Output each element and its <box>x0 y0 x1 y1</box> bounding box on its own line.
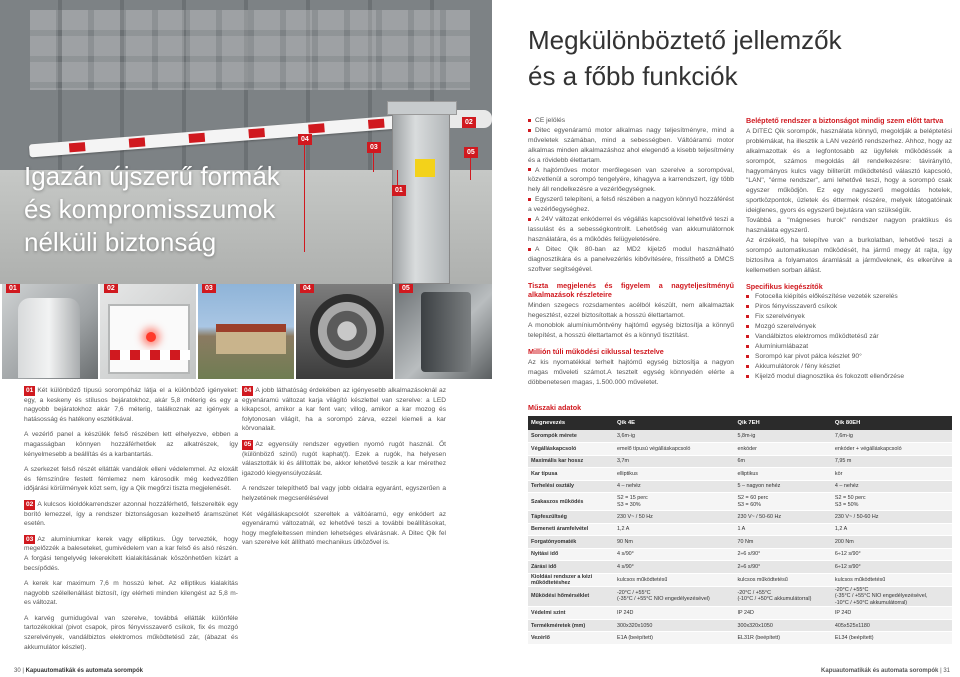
bullet-item: A Ditec Qik 80-ban az MD2 kijelző modul használható diagnosztikára és a panelvezérlés kibővítésére, frissíthető a DMCS szoftver segítségével. <box>528 245 734 273</box>
thumbnail-number: 01 <box>6 284 20 293</box>
thumbnail-number: 05 <box>399 284 413 293</box>
paragraph <box>24 500 238 529</box>
table-header-row <box>528 416 952 430</box>
row-label-cell: Nyitási idő <box>528 548 614 561</box>
hero-title-line: Igazán újszerű formák <box>24 161 280 191</box>
table-cell: kulcsos működtetésű <box>614 573 734 586</box>
table-cell: 70 Nm <box>734 536 831 549</box>
page-title-line: Megkülönböztető jellemzők <box>528 25 842 55</box>
row-label-cell: Szakaszos működés <box>528 493 614 511</box>
paragraph-text: Az egyensúly rendszer egyetlen nyomó rugót használ. Őt (különböző szinű) rugót kaphat(t). Ezek a rugók, ha helyesen választották ki és állították be, akkor <box>242 440 446 468</box>
bullet-item: Egyszerű telepíteni, a felső részében a nagyon könnyű hozzáférést a vezérlőegységhez. <box>528 196 734 214</box>
thumbnail-05 <box>393 284 492 379</box>
spec-table <box>528 416 952 645</box>
table-cell: 3,7m <box>614 455 734 468</box>
table-cell: -20°C / +55°C (-10°C / +50°C akkumulátorral) <box>734 586 831 607</box>
thumbnail-02 <box>98 284 196 379</box>
table-row <box>528 586 952 607</box>
table-row <box>528 548 952 561</box>
table-cell: 1,2 A <box>832 523 952 536</box>
section-tag: 02 <box>26 500 34 508</box>
paragraph: Továbbá a "mágneses hurok" rendszer nagyon praktikus és használata egyszerű. <box>746 217 952 234</box>
right-text-column-1 <box>528 116 734 388</box>
barrier-cabinet <box>392 108 450 284</box>
row-label-cell: Vezérlő <box>528 632 614 645</box>
paragraph <box>24 386 238 424</box>
row-label-cell: Forgatónyomaték <box>528 536 614 549</box>
table-cell: 1,2 A <box>614 523 734 536</box>
hero-title <box>24 160 280 259</box>
callout-marker: 02 <box>462 117 476 128</box>
table-cell: elliptikus <box>614 468 734 481</box>
table-row <box>528 443 952 456</box>
paragraph: A DITEC Qik sorompók, használata könnyű, megoldják a beléptetési problémákat, ha illesztik a LAN vezérlő rendszerhez. Ahhoz, hogy az alkalmazottak és a legfontosabb az ügyfelek működéssék a sorompót, számos megoldás áll rendelkezésre: távirányító, hagyományos kulcs vagy biliterült működtetésű választó kapcsoló, "LAN", "érme rendszer", ami lehetővé teszi, hogy a sorompó csak egyszer működjön. Ez egy nagyszerű megoldás hotelek, sportközpontok, üzletek és éttermek részére, melyek látogatóinak ideiglenes, gyors és egyszerű bejutásra van szükségük. <box>746 127 952 215</box>
table-cell: S2 = 60 perc S3 = 60% <box>734 493 831 511</box>
table-cell: 300x320x1050 <box>614 619 734 632</box>
table-row <box>528 561 952 574</box>
paragraph: A rendszer telepíthető bal vagy jobb oldalra egyaránt, egyszerűen a helyzetének megcserélésével <box>242 485 446 502</box>
row-label-cell: Működési hőmérséklet <box>528 586 614 607</box>
spec-table-body <box>528 430 952 644</box>
list-item: Fix szerelvények <box>746 312 952 322</box>
thumbnail-number: 02 <box>104 284 118 293</box>
section-tag: 04 <box>244 387 252 394</box>
column-header: Megnevezés <box>528 416 614 430</box>
section-tag: 03 <box>26 535 34 543</box>
table-cell: kulcsos működtetésű <box>832 573 952 586</box>
hero-title-line: és kompromisszumok <box>24 194 276 224</box>
row-label-cell: Zárási idő <box>528 561 614 574</box>
table-cell: IP 24D <box>832 607 952 620</box>
row-label-cell: Terhelési osztály <box>528 480 614 493</box>
led-light-icon <box>146 332 156 342</box>
thumbnail-01 <box>0 284 98 379</box>
list-item: Sorompó kar pivot pálca készlet 90° <box>746 352 952 362</box>
section-tag: 01 <box>26 387 34 394</box>
hero-photo <box>0 0 492 284</box>
hero-title-line: nélküli biztonság <box>24 227 217 257</box>
callout-marker: 03 <box>367 142 381 153</box>
section-heading: Millión túli működési ciklussal tesztelve <box>528 346 664 356</box>
thumbnail-04 <box>294 284 393 379</box>
table-cell: 3,6m-ig <box>614 430 734 443</box>
table-cell: 4 s/90° <box>614 548 734 561</box>
list-item: Mozgó szerelvények <box>746 322 952 332</box>
page-number: 31 <box>943 668 950 674</box>
table-cell: E1A (beépített) <box>614 632 734 645</box>
bullet-item: A 24V változat enkóderrel és végállás kapcsolóval lehetővé teszi a lassulást és a sebességkontrollt. Lehetőség van akkumulátornok használatára, és a működés felügyeletésére. <box>528 216 734 243</box>
table-row <box>528 430 952 443</box>
table-cell: IP 24D <box>614 607 734 620</box>
list-item: Kijelző modul diagnosztika és fokozott ellenőrzése <box>746 372 952 382</box>
table-cell: 4 – nehéz <box>614 480 734 493</box>
warning-label-icon <box>415 159 435 177</box>
table-cell: 5,8m-ig <box>734 430 831 443</box>
table-cell: 7,6m-ig <box>832 430 952 443</box>
page-title-line: és a főbb funkciók <box>528 61 738 91</box>
table-cell: 230 V~ / 50-60 Hz <box>832 511 952 524</box>
table-cell: kulcsos működtetésű <box>734 573 831 586</box>
list-item: Alumíniumlábazat <box>746 342 952 352</box>
table-cell: -20°C / +55°C (-35°C / +55°C NIO engedélyezésével) <box>614 586 734 607</box>
thumbnail-number: 03 <box>202 284 216 293</box>
table-cell: emelő típusú végálláskapcsoló <box>614 443 734 456</box>
table-row <box>528 511 952 524</box>
table-cell: EL34 (beépített) <box>832 632 952 645</box>
table-cell: 230 V~ / 50 Hz <box>614 511 734 524</box>
paragraph: A kerek kar maximum 7,6 m hosszú lehet. Az elliptikus kialakítás nagyobb szélellenállást biztosít, így elérheti minden kilengést az 5,8 m-es változat. <box>24 580 238 607</box>
table-cell: 6÷12 s/90° <box>832 548 952 561</box>
left-text-column-2 <box>242 386 446 554</box>
table-cell: 5 – nagyon nehéz <box>734 480 831 493</box>
column-header: Qik 4E <box>614 416 734 430</box>
paragraph: Az érzékelő, ha telepítve van a burkolatban, lehetővé teszi a sorompó automatikusan működését, ha jármű megy át rajta, így biztosítva a folyamatos áramlását a járműveknek, és elkerülve a kellemetlen sorban állást. <box>746 236 952 274</box>
table-row <box>528 619 952 632</box>
paragraph: A vezérlő panel a készülék felső részében lett elhelyezve, ebben a magasságban könnyen hozzáférhetőek az alkatrészek, így kényelmesebb a beállítás és a karbantartás. <box>24 431 238 458</box>
list-item: Fotocella kiépítés előkészítése vezeték szerelés <box>746 292 952 302</box>
footer-left: 30 | Kapuautomatikák és automata sorompók <box>14 668 143 674</box>
paragraph: Két végálláskapcsolót szereltek a váltóáramú, egy enkódert az egyenáramú változatnál, ez lehetővé teszi a további beállításokat, hogy megfeleltessen minden lehetséges elvárásnak. A Ditec Qik fel van szerelve két állítható mechanikus ütközővel is. <box>242 510 446 547</box>
table-cell: 300x320x1050 <box>734 619 831 632</box>
table-cell: 6m <box>734 455 831 468</box>
row-label-cell: Termékméretek (mm) <box>528 619 614 632</box>
paragraph-text: lehetővé teszik a kar mérethez igazodó kiegyensúlyozását. <box>242 460 446 477</box>
paragraph-text: Az alumíniumkar kerek vagy elliptikus. Úgy tervezték, hogy megelőzzék a baleseteket, gumivédelem van a kar felső és alsó részén. A forgási tengelyvég lekerekített kialakításának köszönhetően kizárt a becsípődés. <box>24 535 238 572</box>
marker-line <box>304 142 305 252</box>
callout-marker: 01 <box>392 185 406 196</box>
section-tag: 05 <box>244 440 252 448</box>
paragraph-text: Két különböző típusú sorompóház látja el a különböző igényeket: egy, a keskeny és stílusos bejáratokhoz, akár 5,8 méterig és egy a nagyobb bejáratokhoz akár 7,6 méterig, találkoznak az igények a hatásosság és hatékony esztétikával. <box>24 387 238 423</box>
row-label-cell: Tápfeszültség <box>528 511 614 524</box>
table-row <box>528 632 952 645</box>
row-label-cell: Végálláskapcsoló <box>528 443 614 456</box>
row-label-cell: Védelmi szint <box>528 607 614 620</box>
paragraph: A monoblok alumíniumöntvény hajtómű egység biztosítja a könnyű telepítést, a hosszú élettartamot és a könnyű tisztítást. <box>528 322 734 340</box>
list-item: Piros fényvisszaverő csíkok <box>746 302 952 312</box>
callout-marker: 04 <box>298 134 312 145</box>
table-cell: 230 V~ / 50-60 Hz <box>734 511 831 524</box>
paragraph <box>242 386 446 434</box>
section-heading: Specifikus kiegészítők <box>746 281 823 291</box>
row-label-cell: Sorompók mérete <box>528 430 614 443</box>
column-header: Qik 7EH <box>734 416 831 430</box>
table-cell: enkóder + végálláskapcsoló <box>832 443 952 456</box>
footer-label: Kapuautomatikák és automata sorompók <box>821 668 939 674</box>
table-cell: kör <box>832 468 952 481</box>
table-cell: 2÷6 s/90° <box>734 548 831 561</box>
building-windows <box>30 10 470 90</box>
table-row <box>528 455 952 468</box>
paragraph <box>242 440 446 478</box>
page-title <box>528 22 842 94</box>
paragraph-text: A jobb láthatóság érdekében az igényesebb alkalmazásoknál az egyenáramú változat karja világító készlettel van szerelve: a LED kikapcsol, amikor a kar fent van; villog, amikor a kar mozog és folytonosan világít, ha a sorompó zárva, ezzel kiemeli a kar körvonalait. <box>242 387 446 433</box>
thumbnail-strip <box>0 284 492 379</box>
table-row <box>528 493 952 511</box>
page-number: 30 <box>14 668 21 674</box>
thumbnail-number: 04 <box>300 284 314 293</box>
paragraph: A karvég gumidugóval van szerelve, továbbá ellátták különféle tartozékokkal (pivot csapok, piros fényvisszaverő csíkok, fix és mozgó szerelvények, vandálbiztos elektromos működtetésű zár, (ábazat és akkumulátor készlet). <box>24 614 238 651</box>
list-item: Akkumulátorok / fény készlet <box>746 362 952 372</box>
table-cell: 405x525x1180 <box>832 619 952 632</box>
table-cell: 2÷6 s/90° <box>734 561 831 574</box>
callout-marker: 05 <box>464 147 478 158</box>
section-heading: Tiszta megjelenés és figyelem a nagyteljesítményű alkalmazások részleteire <box>528 280 734 300</box>
table-row <box>528 468 952 481</box>
footer-label: Kapuautomatikák és automata sorompók <box>25 668 143 674</box>
row-label-cell: Kioldási rendszer a kézi működtetéshez <box>528 573 614 586</box>
table-cell: 200 Nm <box>832 536 952 549</box>
row-label-cell: Bemeneti áramfelvétel <box>528 523 614 536</box>
paragraph <box>24 535 238 573</box>
right-text-column-2 <box>746 116 952 382</box>
table-row <box>528 607 952 620</box>
table-row <box>528 480 952 493</box>
bullet-item: A hajtóműves motor merőlegesen van szerelve a sorompóval, közvetlenül a sorompó tengelyére, kihagyva a karrendszert, így több hely áll rendelkezésre a vezérlőegységnek. <box>528 166 734 194</box>
marker-line <box>373 150 374 172</box>
column-header: Qik 80EH <box>832 416 952 430</box>
section-heading: Beléptető rendszer a biztonságot mindig szem előtt tartva <box>746 116 944 125</box>
table-row <box>528 573 952 586</box>
spec-table-title: Műszaki adatok <box>528 403 582 412</box>
paragraph: Minden szegecs rozsdamentes acélból készült, nem alkalmaztak hegesztést, ezzel biztosítottak a hosszú élettartamot. <box>528 302 734 320</box>
table-cell: 7,95 m <box>832 455 952 468</box>
paragraph: Az kis nyomatékkal terhelt hajtómű egység biztosítja a nagyon magas műveleti számot.A tesztelt egység könnyedén elérte a döbbenetesen magas, 1.500.000 műveletet. <box>528 358 734 386</box>
paragraph: A szerkezet felső részét ellátták vandálok elleni védelemmel. Az eloxált és fémszínűre festett fémlemez nem károsodik még kedvezőtlen időjárási körülmények közt sem, így a Qik megőrzi tiszta megjelenését. <box>24 466 238 493</box>
table-cell: IP 24D <box>734 607 831 620</box>
table-cell: elliptikus <box>734 468 831 481</box>
table-cell: S2 = 15 perc S3 = 30% <box>614 493 734 511</box>
table-cell: 4 s/90° <box>614 561 734 574</box>
table-cell: EL31R (beépített) <box>734 632 831 645</box>
bullet-item: CE jelölés <box>528 116 734 126</box>
table-cell: S2 = 50 perc S3 = 50% <box>832 493 952 511</box>
row-label-cell: Maximális kar hossz <box>528 455 614 468</box>
table-cell: 1 A <box>734 523 831 536</box>
bullet-item: Ditec egyenáramú motor alkalmas nagy teljesítményre, mind a műveletek számában, mind a sebességben. Váltóáramú motor alkalmas minden alkalmazáshoz ahol elegendő a kisebb teljesítmény és a rövidebb élettartam. <box>528 126 734 164</box>
table-cell: 6÷12 s/90° <box>832 561 952 574</box>
paragraph-text: A kulcsos kioldókarrendszer azonnal hozzáférhető, felszerelték egy borító lemezzel, így a rendszer biztonságosan kezelhető áramszünet esetén. <box>24 500 238 528</box>
table-cell: -20°C / +55°C (-35°C / +55°C NIO engedélyezésével, -10°C / +50°C akkumulátorral) <box>832 586 952 607</box>
left-text-column-1 <box>24 386 238 658</box>
table-row <box>528 536 952 549</box>
footer-right: Kapuautomatikák és automata sorompók | 31 <box>821 668 950 674</box>
table-cell: enkóder <box>734 443 831 456</box>
table-row <box>528 523 952 536</box>
table-cell: 4 – nehéz <box>832 480 952 493</box>
thumbnail-03 <box>196 284 294 379</box>
list-item: Vandálbiztos elektromos működtetésű zár <box>746 332 952 342</box>
accessories-list <box>746 292 952 382</box>
row-label-cell: Kar típusa <box>528 468 614 481</box>
table-cell: 90 Nm <box>614 536 734 549</box>
